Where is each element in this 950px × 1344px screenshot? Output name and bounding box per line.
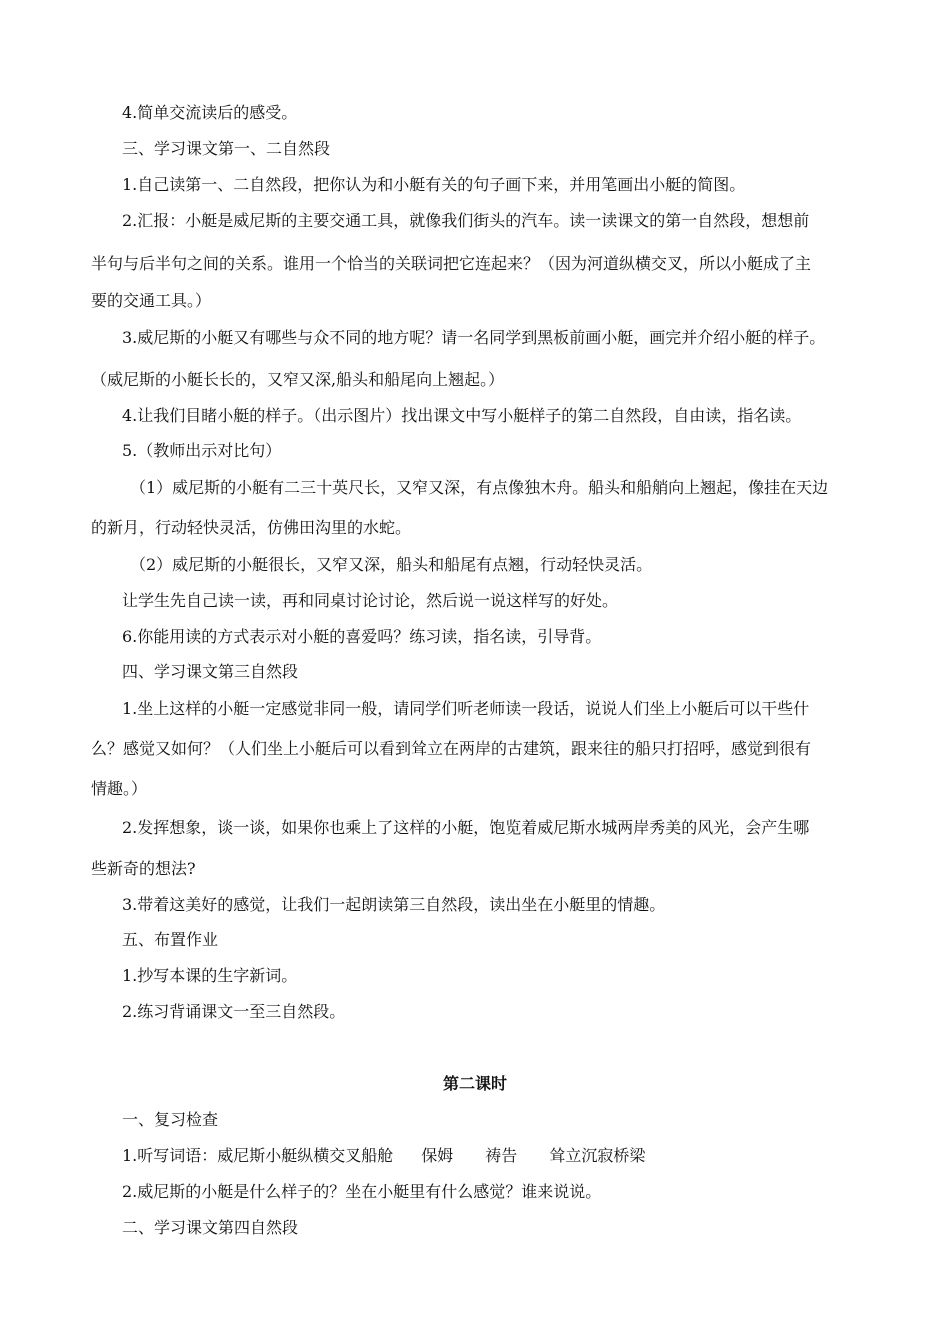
paragraph-line: 3.带着这美好的感觉，让我们一起朗读第三自然段，读出坐在小艇里的情趣。 <box>122 895 666 914</box>
paragraph-line: 些新奇的想法? <box>91 859 196 878</box>
paragraph-line: （1）威尼斯的小艇有二三十英尺长，又窄又深，有点像独木舟。船头和船艄向上翘起，像挂在天边 <box>130 478 829 497</box>
paragraph-line: 1.抄写本课的生字新词。 <box>122 966 298 985</box>
paragraph-line: 2.汇报：小艇是威尼斯的主要交通工具，就像我们街头的汽车。读一读课文的第一自然段，想想前 <box>122 211 810 230</box>
paragraph-line: （威尼斯的小艇长长的，又窄又深,船头和船尾向上翘起。） <box>91 370 505 389</box>
section-heading: 四、学习课文第三自然段 <box>122 662 299 681</box>
paragraph-line: 2.发挥想象，谈一谈，如果你也乘上了这样的小艇，饱览着威尼斯水城两岸秀美的风光，会产生哪 <box>122 818 810 837</box>
paragraph-line: 3.威尼斯的小艇又有哪些与众不同的地方呢？请一名同学到黑板前画小艇，画完并介绍小艇的样子。 <box>122 328 826 347</box>
dictation-prefix: 1.听写词语：威尼斯小艇纵横交叉船舱 <box>122 1146 394 1165</box>
section-heading: 三、学习课文第一、二自然段 <box>122 139 331 158</box>
paragraph-line: 让学生先自己读一读，再和同桌讨论讨论，然后说一说这样写的好处。 <box>122 591 619 610</box>
paragraph-line: 4.简单交流读后的感受。 <box>122 103 298 122</box>
lesson-title: 第二课时 <box>442 1074 507 1093</box>
paragraph-line: 么？感觉又如何？（人们坐上小艇后可以看到耸立在两岸的古建筑，跟来往的船只打招呼，感觉到很有 <box>91 739 812 758</box>
section-heading: 二、学习课文第四自然段 <box>122 1218 299 1237</box>
paragraph-line: 2.练习背诵课文一至三自然段。 <box>122 1002 346 1021</box>
paragraph-line: 6.你能用读的方式表示对小艇的喜爱吗？练习读，指名读，引导背。 <box>122 627 602 646</box>
section-heading: 一、复习检查 <box>122 1110 219 1129</box>
dictation-line <box>122 1146 645 1166</box>
paragraph-line: 4.让我们目睹小艇的样子。（出示图片）找出课文中写小艇样子的第二自然段，自由读，指名读。 <box>122 406 802 425</box>
paragraph-line: 半句与后半句之间的关系。谁用一个恰当的关联词把它连起来？（因为河道纵横交叉，所以小艇成了主 <box>91 254 812 273</box>
paragraph-line: 5.（教师出示对比句） <box>122 441 282 460</box>
dictation-word: 保姆 <box>421 1146 454 1165</box>
paragraph-line: 要的交通工具。） <box>91 291 212 310</box>
paragraph-line: 情趣。） <box>91 779 148 798</box>
dictation-word: 耸立沉寂桥梁 <box>549 1146 646 1165</box>
section-heading: 五、布置作业 <box>122 930 219 949</box>
paragraph-line: 1.自己读第一、二自然段，把你认为和小艇有关的句子画下来，并用笔画出小艇的简图。 <box>122 175 746 194</box>
paragraph-line: 1.坐上这样的小艇一定感觉非同一般，请同学们听老师读一段话，说说人们坐上小艇后可以干些什 <box>122 699 810 718</box>
paragraph-line: （2）威尼斯的小艇很长，又窄又深，船头和船尾有点翘，行动轻快灵活。 <box>130 555 653 574</box>
dictation-word: 祷告 <box>485 1146 518 1165</box>
paragraph-line: 的新月，行动轻快灵活，仿佛田沟里的水蛇。 <box>91 518 412 537</box>
paragraph-line: 2.威尼斯的小艇是什么样子的？坐在小艇里有什么感觉？谁来说说。 <box>122 1182 602 1201</box>
